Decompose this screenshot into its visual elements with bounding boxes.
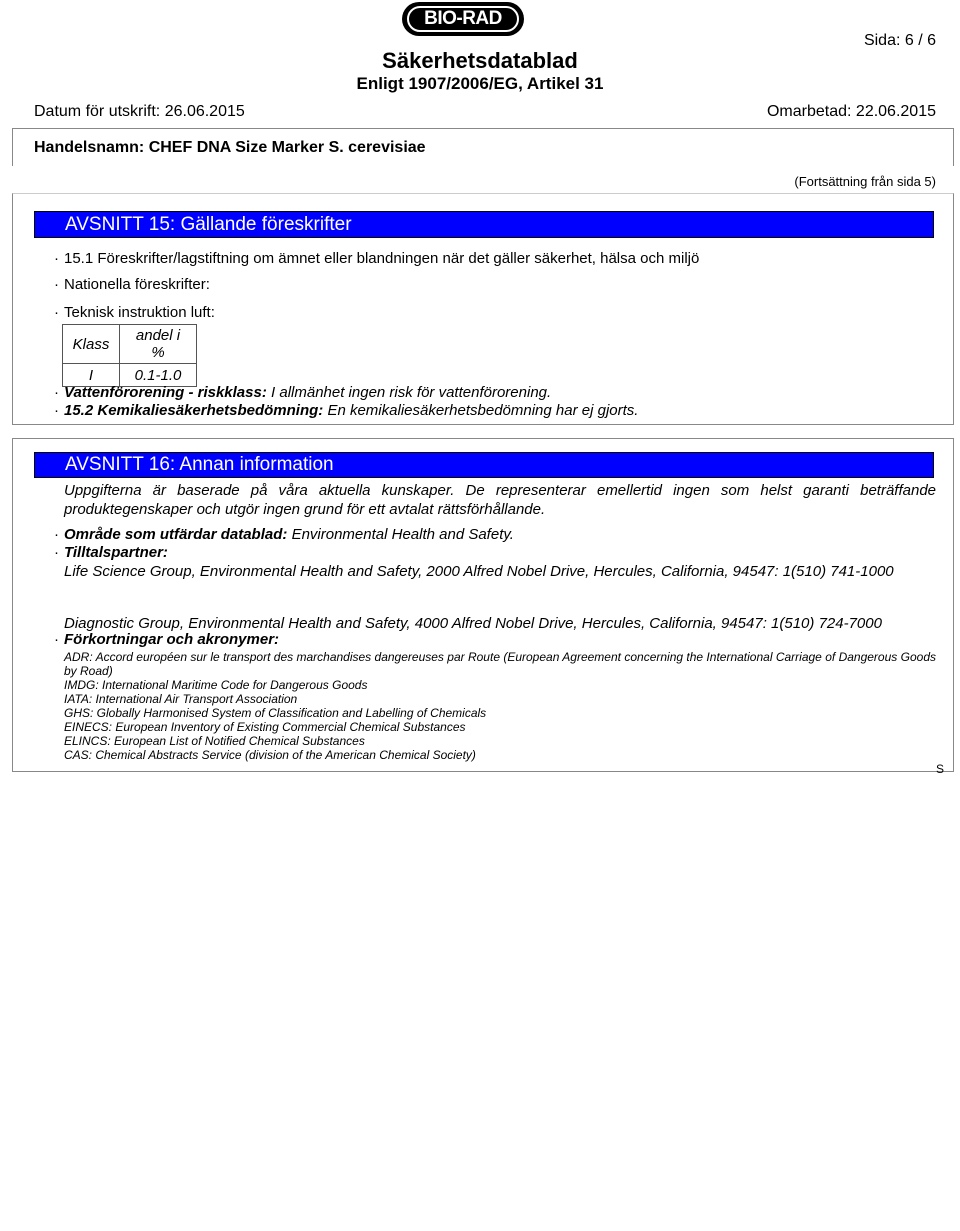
page-number: Sida: 6 / 6 [863,32,936,49]
footer-mark: S [935,762,944,776]
document-subtitle: Enligt 1907/2006/EG, Artikel 31 [356,74,604,93]
disclaimer-paragraph: Uppgifterna är baserade på våra aktuella kunskaper. De representerar emellertid ingen som helst garanti beträffande produktegenskaper och utgör ingen grund för ett avtalat rättsförhållande. [64,482,936,518]
section-15-heading: AVSNITT 15: Gällande föreskrifter [34,211,934,238]
logo-text: BIO-RAD [424,8,502,29]
continuation-note: (Fortsättning från sida 5) [794,174,936,189]
chemical-safety-value: En kemikaliesäkerhetsbedömning har ej gjorts. [327,402,639,419]
table-header-row [63,325,197,364]
abbreviation-item: IATA: International Air Transport Association [64,692,298,706]
class-table [62,324,197,387]
table-cell: 0.1-1.0 [120,364,197,387]
water-hazard-value: I allmänhet ingen risk för vattenförorening. [271,384,552,401]
logo-oval [407,6,519,32]
chemical-safety-label: 15.2 Kemikaliesäkerhetsbedömning: [64,402,324,419]
contact-label: Tilltalspartner: [64,544,168,561]
bullet-dot: · [54,544,59,561]
chemical-safety-line [64,402,638,419]
abbreviation-item: IMDG: International Maritime Code for Dangerous Goods [64,678,368,692]
bullet-dot: · [54,631,59,648]
contact-life-science: Life Science Group, Environmental Health and Safety, 2000 Alfred Nobel Drive, Hercules, California, 94547: 1(510) 741-1000 [64,563,894,580]
bullet-dot: · [54,304,59,321]
water-hazard-line [64,384,551,401]
issuer-value: Environmental Health and Safety. [291,526,514,543]
national-regulations: Nationella föreskrifter: [64,276,210,293]
abbreviation-item: GHS: Globally Harmonised System of Classification and Labelling of Chemicals [64,706,487,720]
abbreviation-item: ELINCS: European List of Notified Chemical Substances [64,734,365,748]
technical-instruction-air: Teknisk instruktion luft: [64,304,215,321]
contact-diagnostic: Diagnostic Group, Environmental Health and Safety, 4000 Alfred Nobel Drive, Hercules, California, 94547: 1(510) 724-7000 [64,615,882,632]
issuer-line [64,526,514,543]
trade-name: Handelsnamn: CHEF DNA Size Marker S. cerevisiae [34,139,426,156]
bullet-dot: · [54,276,59,293]
abbreviation-item: ADR: Accord européen sur le transport des marchandises dangereuses par Route (European Agreement concerning the International Carriage of Dangerous Goods by Road) [64,650,936,678]
bullet-dot: · [54,402,59,419]
bullet-dot: · [54,384,59,401]
bullet-dot: · [54,526,59,543]
abbreviations-label: Förkortningar och akronymer: [64,631,280,648]
issuer-label: Område som utfärdar datablad: [64,526,288,543]
bullet-dot: · [54,250,59,267]
water-hazard-label: Vattenförorening - riskklass: [64,384,267,401]
print-date: Datum för utskrift: 26.06.2015 [34,103,245,120]
abbreviation-item: CAS: Chemical Abstracts Service (division of the American Chemical Society) [64,748,476,762]
document-title: Säkerhetsdatablad [382,48,578,73]
table-cell: I [63,364,120,387]
abbreviation-item: EINECS: European Inventory of Existing Commercial Chemical Substances [64,720,466,734]
table-header-cell: andel i % [120,325,197,364]
section-16-heading: AVSNITT 16: Annan information [34,452,934,478]
bio-rad-logo [402,2,524,36]
regulations-line: 15.1 Föreskrifter/lagstiftning om ämnet eller blandningen när det gäller säkerhet, hälsa och miljö [64,250,700,267]
table-header-cell: Klass [63,325,120,364]
revised-date: Omarbetad: 22.06.2015 [766,103,936,120]
